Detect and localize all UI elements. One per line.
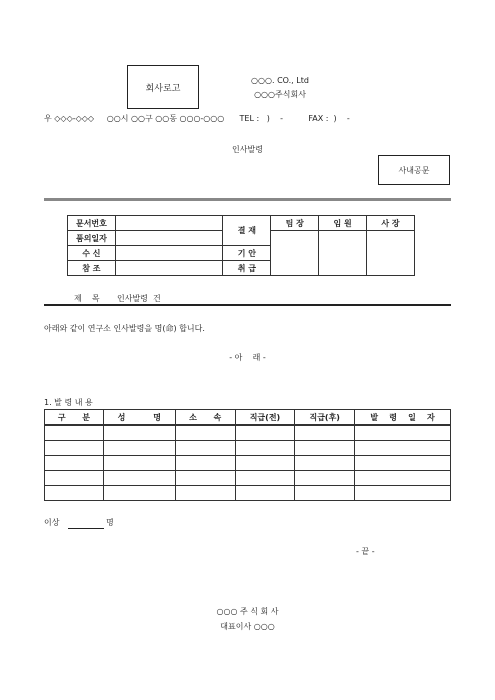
count-blank-line[interactable]: [68, 528, 104, 529]
table-cell[interactable]: [295, 471, 355, 486]
footer-ceo: 대표이사 ○○○: [220, 622, 275, 631]
recipient-value[interactable]: [115, 246, 223, 261]
table-cell[interactable]: [355, 486, 451, 501]
table-cell[interactable]: [235, 456, 295, 471]
footer-company: ○○○ 주 식 회 사: [216, 607, 279, 616]
orders-header-row: [45, 410, 451, 426]
section-title: 1. 발 령 내 용: [44, 398, 93, 407]
document-type-box: [378, 155, 450, 185]
table-row: [45, 425, 451, 441]
table-cell[interactable]: [45, 471, 104, 486]
table-row: [45, 441, 451, 456]
reference-value[interactable]: [115, 261, 223, 276]
sign-executive[interactable]: [319, 231, 367, 276]
company-name-korean: ○○○주식회사: [254, 90, 306, 99]
table-cell[interactable]: [355, 456, 451, 471]
table-cell[interactable]: [235, 425, 295, 441]
sign-team-lead[interactable]: [271, 231, 319, 276]
table-cell[interactable]: [295, 456, 355, 471]
subject-underline: [44, 304, 451, 306]
end-marker: - 끝 -: [356, 547, 375, 556]
approval-label: 결 재: [223, 216, 271, 246]
table-row: [45, 456, 451, 471]
col-rank-before: 직급(전): [235, 410, 295, 426]
table-cell[interactable]: [175, 486, 235, 501]
col-effective-date: 발 령 일 자: [355, 410, 451, 426]
handling-label: 취 급: [223, 261, 271, 276]
table-cell[interactable]: [355, 441, 451, 456]
table-cell[interactable]: [175, 456, 235, 471]
company-logo-placeholder: [127, 65, 199, 109]
doc-number-value[interactable]: [115, 216, 223, 231]
document-type-label: 사내공문: [398, 165, 430, 175]
col-category: 구 분: [45, 410, 104, 426]
table-cell[interactable]: [103, 456, 175, 471]
table-cell[interactable]: [45, 486, 104, 501]
sign-president[interactable]: [367, 231, 415, 276]
table-cell[interactable]: [235, 441, 295, 456]
table-cell[interactable]: [295, 441, 355, 456]
company-name-english: ○○○. CO., Ltd: [251, 76, 309, 85]
orders-table: [44, 409, 451, 501]
approver-president: 사 장: [367, 216, 415, 231]
recipient-label: 수 신: [68, 246, 116, 261]
subject-value: 인사발령 건: [117, 294, 161, 303]
col-department: 소 속: [175, 410, 235, 426]
address-line: 우 ◇◇◇-◇◇◇ ○○시 ○○구 ○○동 ○○○-○○○ TEL : ) - FAX : ) -: [44, 114, 350, 123]
logo-label: 회사로고: [145, 83, 181, 94]
approval-table: [67, 215, 415, 276]
header-divider: [44, 198, 451, 201]
table-cell[interactable]: [175, 471, 235, 486]
table-cell[interactable]: [103, 471, 175, 486]
table-cell[interactable]: [355, 425, 451, 441]
table-cell[interactable]: [175, 441, 235, 456]
approver-team-lead: 팀 장: [271, 216, 319, 231]
table-row: [45, 486, 451, 501]
table-cell[interactable]: [103, 441, 175, 456]
document-title: 인사발령: [232, 145, 263, 154]
drafter-label: 기 안: [223, 246, 271, 261]
table-cell[interactable]: [235, 471, 295, 486]
table-cell[interactable]: [45, 441, 104, 456]
table-cell[interactable]: [103, 486, 175, 501]
table-cell[interactable]: [45, 456, 104, 471]
table-cell[interactable]: [295, 425, 355, 441]
table-cell[interactable]: [175, 425, 235, 441]
reference-label: 참 조: [68, 261, 116, 276]
table-cell[interactable]: [295, 486, 355, 501]
doc-number-label: 문서번호: [68, 216, 116, 231]
count-prefix: 이상: [44, 518, 60, 527]
table-row: [45, 471, 451, 486]
subject-label: 제 목: [74, 294, 100, 303]
table-cell[interactable]: [355, 471, 451, 486]
body-text: 아래와 같이 연구소 인사발령을 명(命) 합니다.: [44, 324, 205, 333]
col-name: 성 명: [103, 410, 175, 426]
request-date-value[interactable]: [115, 231, 223, 246]
approver-executive: 임 원: [319, 216, 367, 231]
table-cell[interactable]: [45, 425, 104, 441]
table-cell[interactable]: [103, 425, 175, 441]
request-date-label: 품의일자: [68, 231, 116, 246]
below-marker: - 아 래 -: [229, 353, 266, 362]
count-suffix: 명: [106, 518, 114, 527]
col-rank-after: 직급(후): [295, 410, 355, 426]
table-cell[interactable]: [235, 486, 295, 501]
